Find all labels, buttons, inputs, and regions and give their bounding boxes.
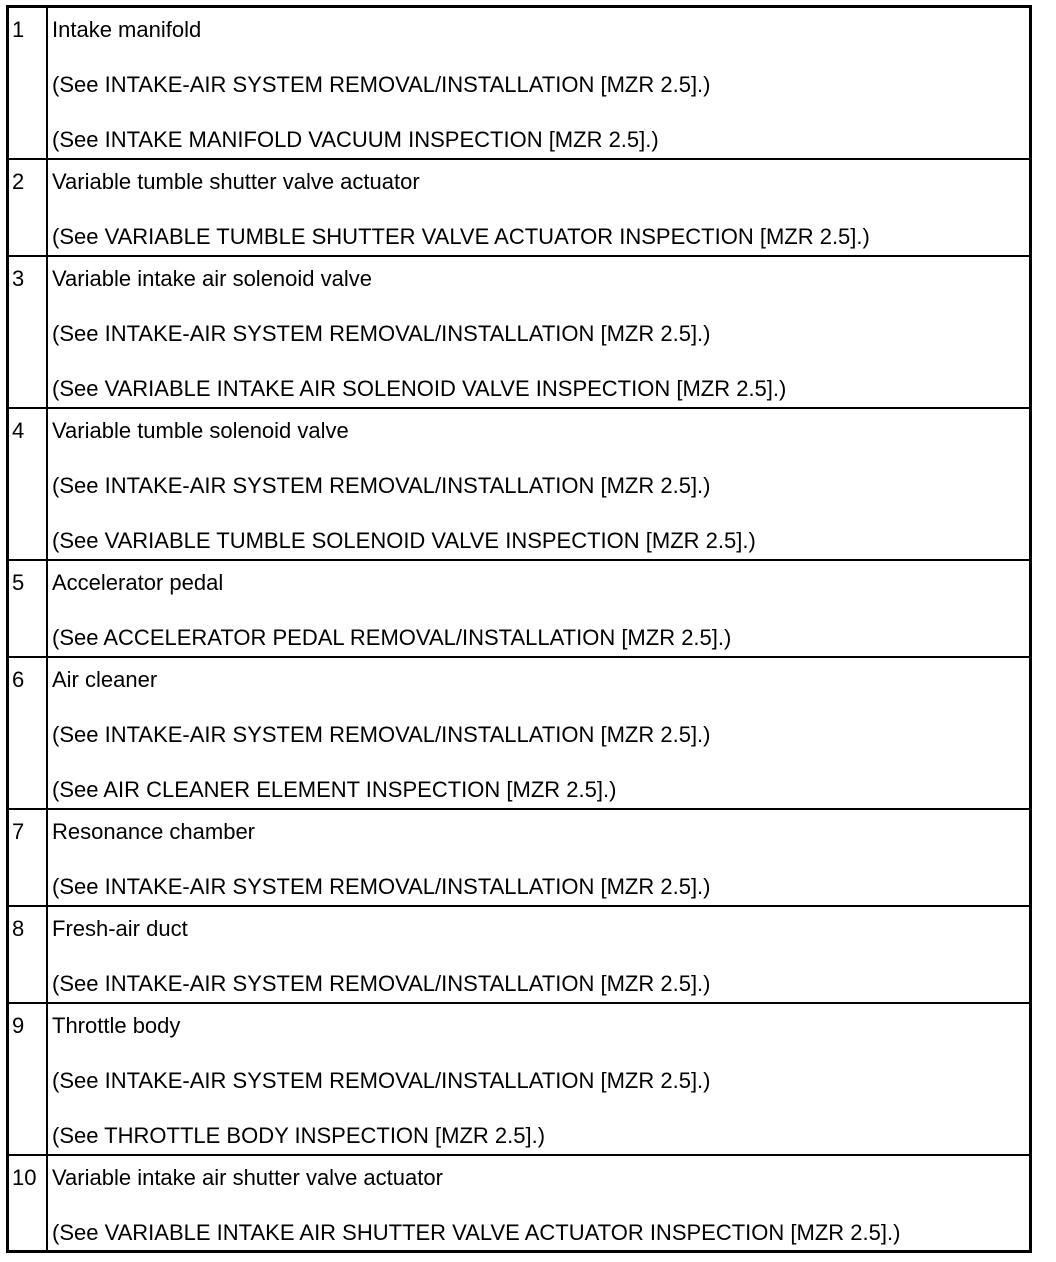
table-row <box>9 8 1029 160</box>
item-description <box>52 819 1025 900</box>
reference-link[interactable]: (See THROTTLE BODY INSPECTION [MZR 2.5].) <box>52 1123 546 1148</box>
reference-link[interactable]: (See AIR CLEANER ELEMENT INSPECTION [MZR 2.5].) <box>52 777 617 802</box>
item-name: Accelerator pedal <box>52 570 224 595</box>
parts-table <box>6 5 1032 1253</box>
table-row <box>9 907 1029 1004</box>
reference-link[interactable]: (See VARIABLE TUMBLE SOLENOID VALVE INSPECTION [MZR 2.5].) <box>52 528 756 553</box>
item-name: Variable intake air shutter valve actuator <box>52 1165 443 1190</box>
item-description <box>52 1013 1025 1149</box>
item-name: Throttle body <box>52 1013 181 1038</box>
item-description <box>52 667 1025 803</box>
item-description <box>52 169 1025 250</box>
item-number: 2 <box>12 169 25 194</box>
table-row <box>9 658 1029 810</box>
reference-link[interactable]: (See INTAKE-AIR SYSTEM REMOVAL/INSTALLATION [MZR 2.5].) <box>52 874 711 899</box>
item-name: Variable tumble solenoid valve <box>52 418 349 443</box>
item-number: 8 <box>12 916 25 941</box>
item-description <box>52 17 1025 153</box>
item-description <box>52 1165 1025 1246</box>
item-description <box>52 418 1025 554</box>
item-number: 3 <box>12 266 25 291</box>
table-row <box>9 160 1029 257</box>
item-name: Intake manifold <box>52 17 202 42</box>
reference-link[interactable]: (See ACCELERATOR PEDAL REMOVAL/INSTALLATION [MZR 2.5].) <box>52 625 732 650</box>
item-name: Variable intake air solenoid valve <box>52 266 372 291</box>
item-description <box>52 570 1025 651</box>
table-row <box>9 1004 1029 1156</box>
item-number: 1 <box>12 17 25 42</box>
table-row <box>9 409 1029 561</box>
item-number: 6 <box>12 667 25 692</box>
reference-link[interactable]: (See INTAKE-AIR SYSTEM REMOVAL/INSTALLATION [MZR 2.5].) <box>52 971 711 996</box>
reference-link[interactable]: (See INTAKE-AIR SYSTEM REMOVAL/INSTALLATION [MZR 2.5].) <box>52 722 711 747</box>
reference-link[interactable]: (See VARIABLE INTAKE AIR SHUTTER VALVE ACTUATOR INSPECTION [MZR 2.5].) <box>52 1220 901 1245</box>
table-row <box>9 561 1029 658</box>
item-name: Resonance chamber <box>52 819 256 844</box>
reference-link[interactable]: (See INTAKE-AIR SYSTEM REMOVAL/INSTALLATION [MZR 2.5].) <box>52 72 711 97</box>
item-description <box>52 266 1025 402</box>
item-name: Variable tumble shutter valve actuator <box>52 169 420 194</box>
table-row <box>9 810 1029 907</box>
item-name: Air cleaner <box>52 667 158 692</box>
reference-link[interactable]: (See INTAKE-AIR SYSTEM REMOVAL/INSTALLATION [MZR 2.5].) <box>52 473 711 498</box>
item-number: 5 <box>12 570 25 595</box>
item-name: Fresh-air duct <box>52 916 188 941</box>
reference-link[interactable]: (See INTAKE-AIR SYSTEM REMOVAL/INSTALLATION [MZR 2.5].) <box>52 1068 711 1093</box>
item-description <box>52 916 1025 997</box>
reference-link[interactable]: (See INTAKE-AIR SYSTEM REMOVAL/INSTALLATION [MZR 2.5].) <box>52 321 711 346</box>
item-number: 10 <box>12 1165 37 1190</box>
reference-link[interactable]: (See VARIABLE INTAKE AIR SOLENOID VALVE INSPECTION [MZR 2.5].) <box>52 376 787 401</box>
item-number: 9 <box>12 1013 25 1038</box>
table-row <box>9 257 1029 409</box>
item-number: 7 <box>12 819 25 844</box>
table-row <box>9 1156 1029 1253</box>
reference-link[interactable]: (See INTAKE MANIFOLD VACUUM INSPECTION [MZR 2.5].) <box>52 127 659 152</box>
reference-link[interactable]: (See VARIABLE TUMBLE SHUTTER VALVE ACTUATOR INSPECTION [MZR 2.5].) <box>52 224 870 249</box>
item-number: 4 <box>12 418 25 443</box>
